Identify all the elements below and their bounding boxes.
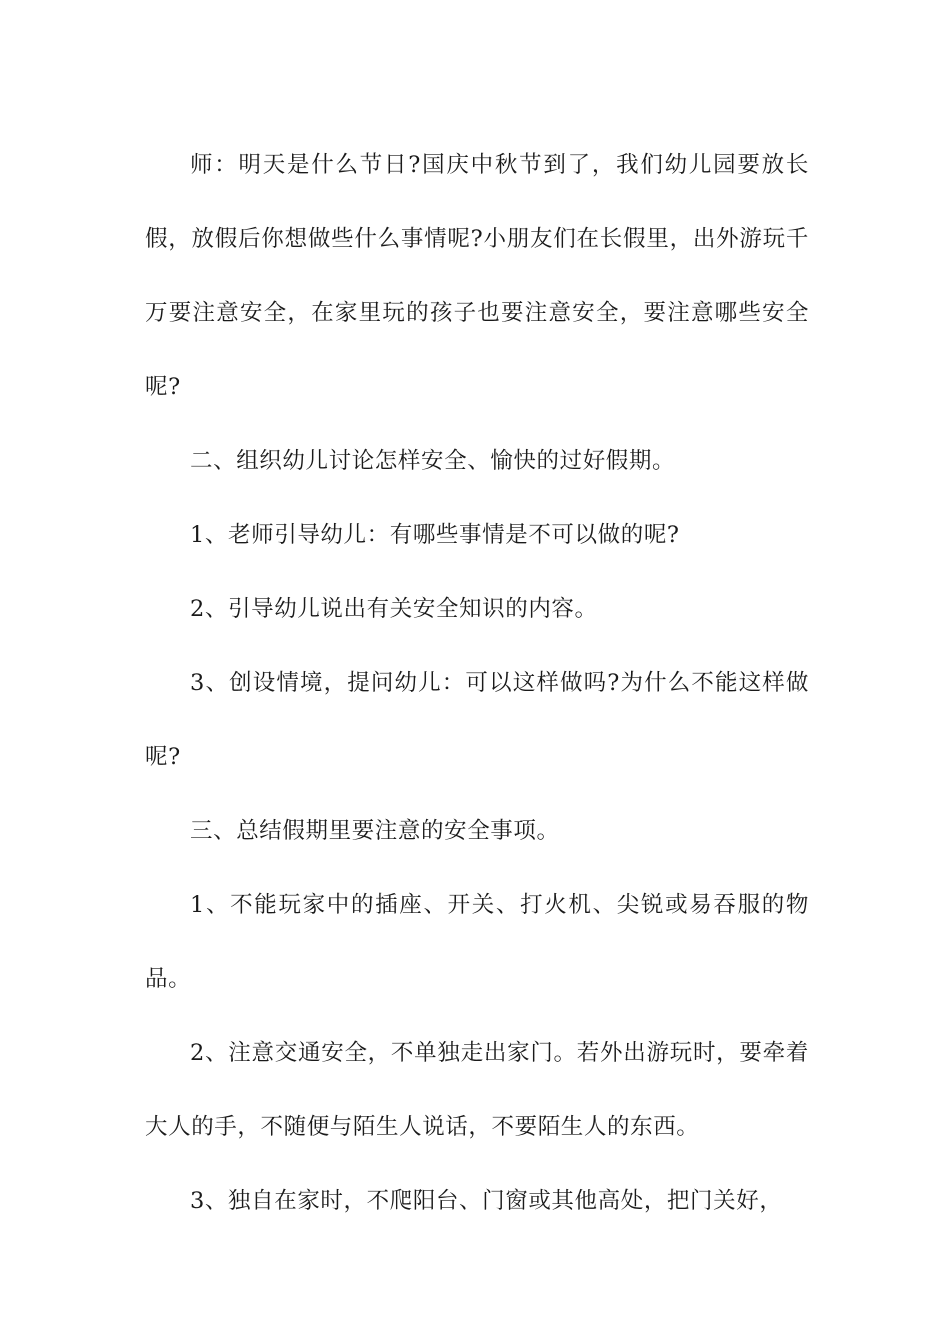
list-item: 2、引导幼儿说出有关安全知识的内容。 [190,596,598,622]
list-item: 1、不能玩家中的插座、开关、打火机、尖锐或易吞服的物品。 [145,892,809,992]
list-item: 3、创设情境，提问幼儿：可以这样做吗?为什么不能这样做呢? [145,670,809,770]
section-heading-two: 二、组织幼儿讨论怎样安全、愉快的过好假期。 [190,448,676,474]
section-heading-three: 三、总结假期里要注意的安全事项。 [190,818,560,844]
list-item: 3、独自在家时，不爬阳台、门窗或其他高处，把门关好， [190,1188,783,1214]
list-item: 1、老师引导幼儿：有哪些事情是不可以做的呢? [190,522,680,548]
paragraph-intro: 师：明天是什么节日?国庆中秋节到了，我们幼儿园要放长假，放假后你想做些什么事情呢?小朋友们在长假里，出外游玩千万要注意安全，在家里玩的孩子也要注意安全，要注意哪些安全呢? [145,152,809,400]
list-item: 2、注意交通安全，不单独走出家门。若外出游玩时，要牵着大人的手，不随便与陌生人说话，不要陌生人的东西。 [145,1040,809,1140]
document-body [145,128,809,1238]
